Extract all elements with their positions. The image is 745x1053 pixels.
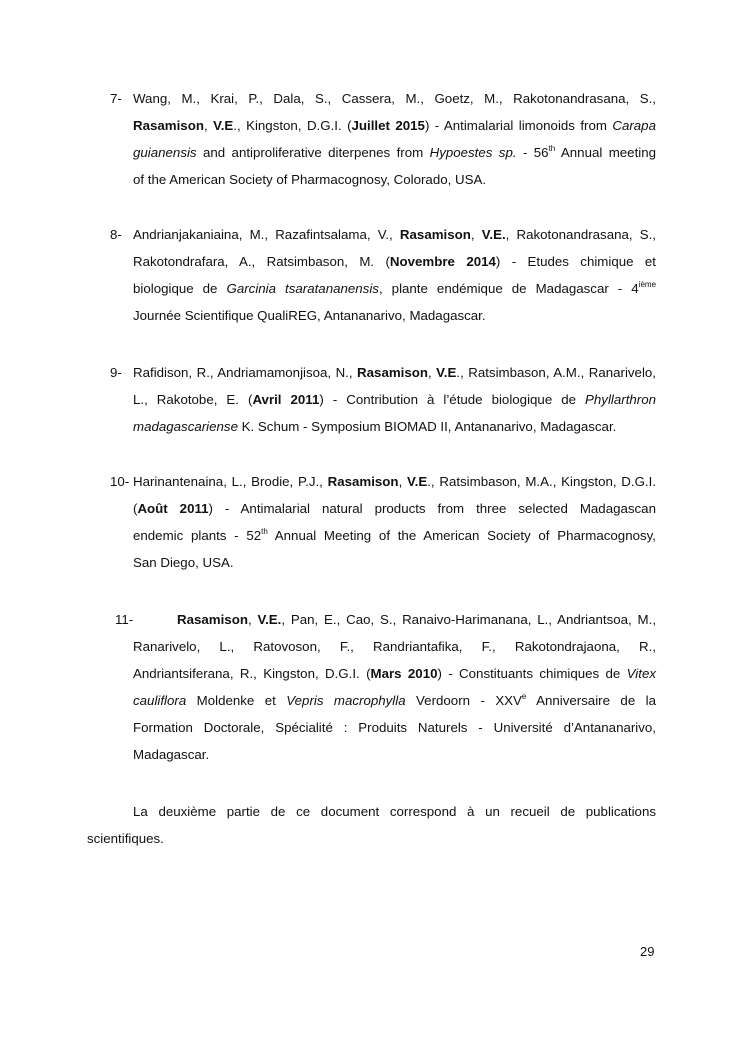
reference-segment: Andrianjakaniaina, M., Razafintsalama, V., [133, 227, 400, 242]
reference-number: 11- [115, 612, 134, 627]
reference-line [133, 660, 656, 687]
reference-segment: Andriantsiferana, R., Kingston, D.G.I. ( [133, 666, 371, 681]
reference-segment: Rasamison [357, 365, 428, 380]
reference-segment: Carapa [612, 118, 656, 133]
reference-segment: Garcinia tsaratananensis [226, 281, 379, 296]
reference-segment: ) - Contribution à l’étude biologique de [319, 392, 586, 407]
reference-segment: Annual meeting [555, 145, 657, 160]
reference-item [110, 468, 656, 576]
reference-segment: San Diego, USA. [133, 555, 234, 570]
reference-segment: Wang, M., Krai, P., Dala, S., Cassera, M., Goetz, M., Rakotonandrasana, S., [133, 91, 656, 106]
reference-line [133, 302, 656, 329]
reference-segment: V.E [407, 474, 428, 489]
reference-segment: V.E [436, 365, 457, 380]
closing-paragraph [87, 798, 656, 852]
closing-paragraph-line2: scientifiques. [87, 831, 164, 846]
reference-item [110, 221, 656, 329]
reference-segment: Rakotondrafara, A., Ratsimbason, M. ( [133, 254, 390, 269]
reference-segment: Formation Doctorale, Spécialité : Produits Naturels - Université d’Antananarivo, [133, 720, 656, 735]
reference-segment: Vitex [626, 666, 656, 681]
reference-segment: Novembre 2014 [389, 254, 496, 269]
reference-segment: ) - Antimalarial limonoids from [424, 118, 613, 133]
reference-segment: Verdoorn - XXV [405, 693, 522, 708]
reference-segment: Phyllarthron [585, 392, 656, 407]
reference-line [133, 85, 656, 112]
reference-segment: Août 2011 [137, 501, 209, 516]
reference-line [133, 714, 656, 741]
reference-text [133, 468, 656, 576]
reference-number: 8- [110, 227, 122, 242]
reference-segment: Vepris macrophylla [286, 693, 406, 708]
reference-line [133, 413, 656, 440]
reference-segment: V.E. [257, 612, 282, 627]
reference-number: 10- [110, 474, 130, 489]
reference-segment: , Rakotonandrasana, S., [505, 227, 657, 242]
closing-paragraph-line1: La deuxième partie de ce document correspond à un recueil de publications [133, 804, 656, 819]
reference-number: 9- [110, 365, 122, 380]
reference-segment: ., Kingston, D.G.I. ( [233, 118, 352, 133]
reference-segment: Rasamison [399, 227, 471, 242]
reference-segment: V.E. [481, 227, 506, 242]
reference-segment: , Pan, E., Cao, S., Ranaivo-Harimanana, L., Andriantsoa, M., [281, 612, 657, 627]
reference-segment: ., Ratsimbason, A.M., Ranarivelo, [456, 365, 656, 380]
reference-segment: L., Rakotobe, E. ( [133, 392, 253, 407]
reference-segment: ) - Antimalarial natural products from three selected Madagascan [208, 501, 656, 516]
reference-segment: Moldenke et [186, 693, 287, 708]
reference-line [133, 359, 656, 386]
reference-segment: e [521, 692, 527, 701]
reference-line [133, 166, 656, 193]
reference-item [110, 85, 656, 193]
reference-segment: endemic plants - 52 [133, 528, 262, 543]
reference-segment: K. Schum - Symposium BIOMAD II, Antananarivo, Madagascar. [237, 419, 617, 434]
reference-segment: Journée Scientifique QualiREG, Antananarivo, Madagascar. [133, 308, 486, 323]
reference-segment: Rasamison [177, 612, 248, 627]
reference-segment: Anniversaire de la [526, 693, 656, 708]
reference-segment: biologique de [133, 281, 227, 296]
reference-line [133, 495, 656, 522]
reference-line [133, 633, 656, 660]
reference-segment: Avril 2011 [252, 392, 320, 407]
reference-line [133, 139, 656, 166]
reference-line [133, 741, 656, 768]
reference-segment: Rasamison [327, 474, 399, 489]
reference-segment: , plante endémique de Madagascar - 4 [378, 281, 639, 296]
reference-number: 7- [110, 91, 122, 106]
reference-segment: Juillet 2015 [351, 118, 425, 133]
reference-segment: and antiproliferative diterpenes from [196, 145, 430, 160]
reference-text [133, 221, 656, 329]
reference-segment: Annual Meeting of the American Society of Pharmacognosy, [267, 528, 656, 543]
reference-segment: , [203, 118, 214, 133]
reference-segment: ième [638, 280, 657, 289]
reference-line [133, 386, 656, 413]
reference-segment: madagascariense [133, 419, 238, 434]
reference-segment: Rasamison [133, 118, 204, 133]
reference-text [133, 85, 656, 193]
reference-segment: , [398, 474, 407, 489]
reference-line [133, 522, 656, 549]
reference-line [133, 248, 656, 275]
reference-segment: - 56 [516, 145, 549, 160]
reference-segment: Hypoestes sp. [429, 145, 517, 160]
reference-segment: , [428, 365, 437, 380]
reference-segment: ) - Etudes chimique et [495, 254, 656, 269]
reference-text [133, 359, 656, 440]
reference-segment: , [470, 227, 482, 242]
reference-segment: Mars 2010 [370, 666, 438, 681]
reference-line [133, 687, 656, 714]
reference-segment: Harinantenaina, L., Brodie, P.J., [133, 474, 328, 489]
reference-segment: cauliflora [133, 693, 187, 708]
reference-line [133, 549, 656, 576]
reference-line [133, 275, 656, 302]
reference-line [133, 112, 656, 139]
reference-line [133, 468, 656, 495]
reference-item [110, 359, 656, 440]
reference-segment: ( [133, 501, 138, 516]
reference-segment: of the American Society of Pharmacognosy, Colorado, USA. [133, 172, 487, 187]
reference-segment: guianensis [133, 145, 197, 160]
reference-segment: Rafidison, R., Andriamamonjisoa, N., [133, 365, 358, 380]
reference-item [110, 606, 656, 768]
reference-line [133, 221, 656, 248]
page-number: 29 [640, 944, 655, 959]
reference-text [133, 606, 656, 768]
reference-segment: , [247, 612, 258, 627]
reference-segment: th [261, 527, 268, 536]
reference-segment: Ranarivelo, L., Ratovoson, F., Randriantafika, F., Rakotondrajaona, R., [133, 639, 656, 654]
reference-segment: ) - Constituants chimiques de [437, 666, 627, 681]
reference-line [177, 606, 656, 633]
reference-segment: ., Ratsimbason, M.A., Kingston, D.G.I. [427, 474, 657, 489]
reference-segment: V.E [213, 118, 234, 133]
reference-segment: Madagascar. [133, 747, 210, 762]
reference-segment: th [548, 144, 556, 153]
